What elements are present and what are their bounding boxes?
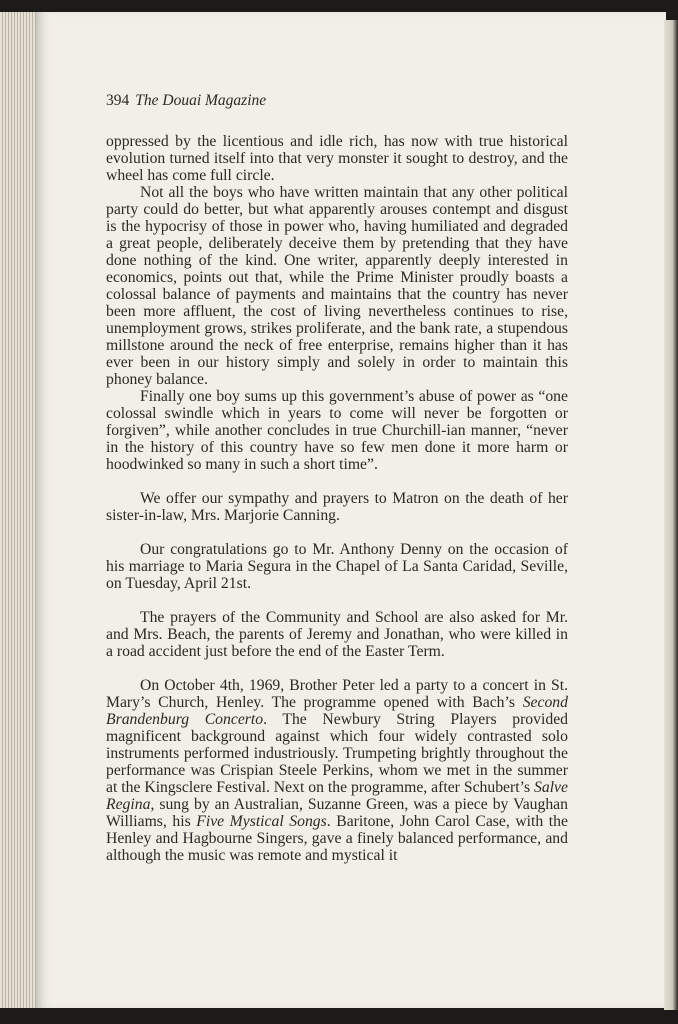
concert-text-3: , sung by an Australian, Suzanne Green, was a piece by Vaughan Williams, his (106, 796, 568, 830)
paragraph-political-party: Not all the boys who have written maintain that any other political party could do better, but what apparently arouses contempt and disgust is the hypocrisy of those in power who, having humiliated and degraded a great people, deliberately deceive them by pretending that they have done nothing of the kind. One writer, apparently deeply interested in economics, points out that, while the Prime Minister proudly boasts a colossal balance of payments and maintains that the country has never been more affluent, the cost of living nevertheless continues to rise, unemployment grows, strikes proliferate, and the bank rate, a stupendous millstone around the neck of free enterprise, remains higher than it has ever been in our history simply and solely in order to maintain this phoney balance. (106, 184, 568, 388)
concert-text-2: . The Newbury String Players provided magnificent background against which four widely contrasted solo instruments performed industriously. Trumpeting brightly throughout the performance was Crispian Steele Perkins, whom we met in the summer at the Kingsclere Festival. Next on the programme, after Schubert’s (106, 711, 569, 796)
text-block (106, 92, 568, 864)
paragraph-continuation: oppressed by the licentious and idle rich, has now with true historical evolution turned itself into that very monster it sought to destroy, and the wheel has come full circle. (106, 133, 568, 184)
paragraph-abuse-of-power: Finally one boy sums up this government’s abuse of power as “one colossal swindle which in years to come will never be forgotten or forgiven”, while another concludes in true Churchill-ian manner, “never in the history of this country have so few men done it more harm or hoodwinked so many in such a short time”. (106, 388, 568, 473)
paragraph-sympathy: We offer our sympathy and prayers to Matron on the death of her sister-in-law, Mrs. Marjorie Canning. (106, 490, 568, 524)
concert-work-salve-regina: Salve Regina (106, 779, 568, 813)
journal-title: The Douai Magazine (135, 92, 267, 109)
page-number: 394 (106, 92, 130, 109)
concert-text-1: On October 4th, 1969, Brother Peter led a party to a concert in St. Mary’s Church, Henley. The programme opened with Bach’s (106, 677, 568, 711)
paragraph-prayers: The prayers of the Community and School are also asked for Mr. and Mrs. Beach, the parents of Jeremy and Jonathan, who were killed in a road accident just before the end of the Easter Term. (106, 609, 568, 660)
book-page-edges (0, 12, 40, 1008)
paragraph-concert (106, 677, 568, 864)
concert-work-mystical-songs: Five Mystical Songs (196, 813, 327, 830)
concert-text-4: . Baritone, John Carol Case, with the Henley and Hagbourne Singers, gave a finely balanced performance, and although the music was remote and mystical it (106, 813, 568, 864)
paragraph-congratulations: Our congratulations go to Mr. Anthony Denny on the occasion of his marriage to Maria Segura in the Chapel of La Santa Caridad, Seville, on Tuesday, April 21st. (106, 541, 568, 592)
running-head (106, 92, 568, 109)
facing-page-edge (664, 20, 678, 1010)
concert-work-brandenburg: Second Brandenburg Concerto (106, 694, 568, 728)
